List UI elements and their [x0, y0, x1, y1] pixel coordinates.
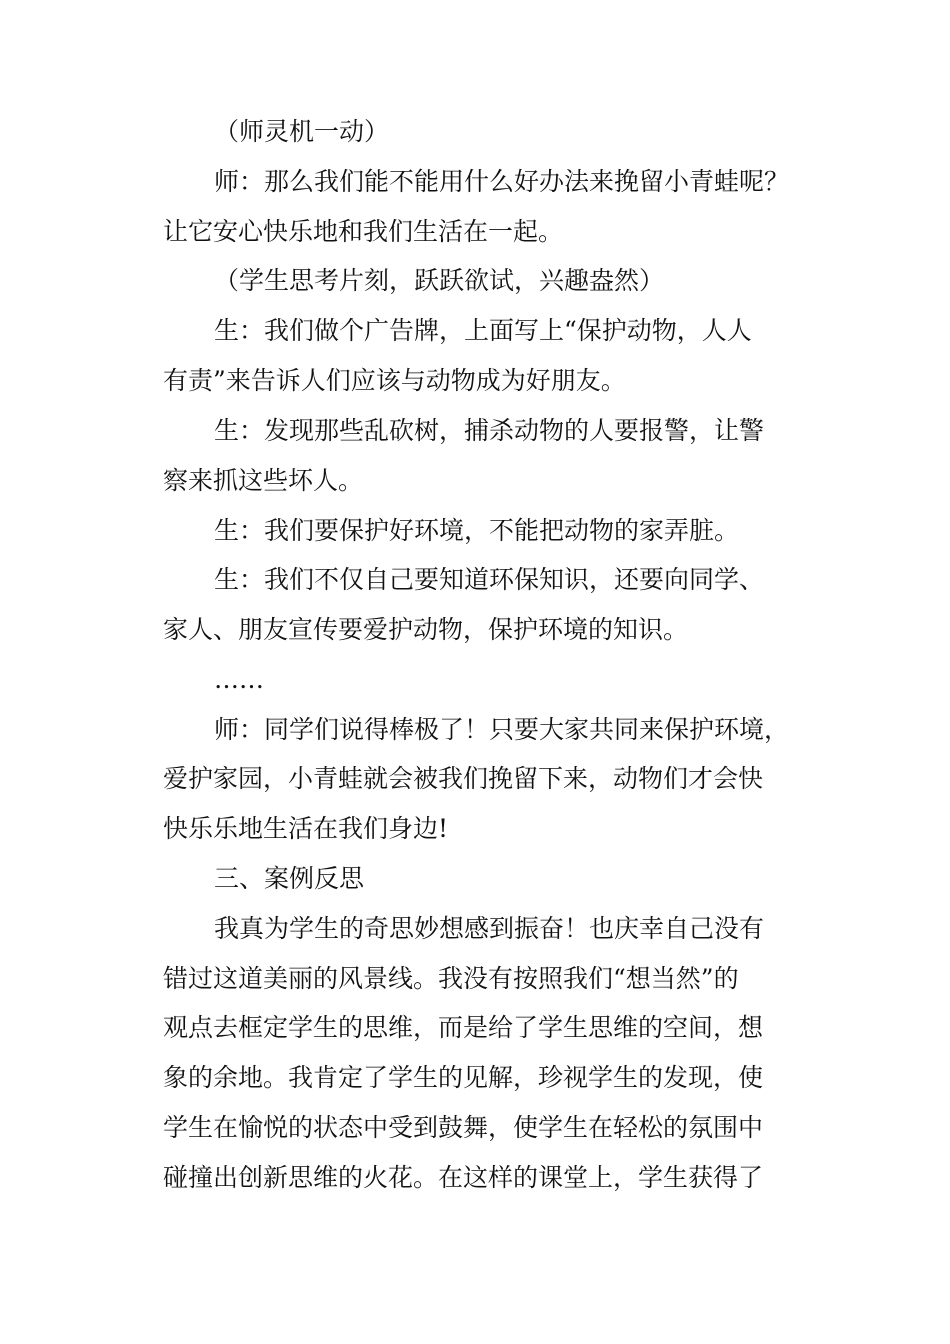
text-line: 察来抓这些坏人。 — [163, 466, 364, 495]
text-line: （师灵机一动） — [214, 117, 390, 146]
ellipsis-line: …… — [214, 665, 264, 694]
text-line: 师：那么我们能不能用什么好办法来挽留小青蛙呢？ — [214, 167, 790, 196]
text-line: 家人、朋友宣传要爱护动物，保护环境的知识。 — [163, 615, 689, 644]
text-line: 生：我们不仅自己要知道环保知识，还要向同学、 — [214, 565, 765, 594]
text-line: 碰撞出创新思维的火花。在这样的课堂上，学生获得了 — [163, 1163, 764, 1192]
text-line: 快乐乐地生活在我们身边! — [163, 814, 449, 843]
text-line: 让它安心快乐地和我们生活在一起。 — [163, 217, 564, 246]
text-line: 错过这道美丽的风景线。我没有按照我们“想当然”的 — [163, 964, 739, 993]
text-line: 生：我们做个广告牌，上面写上“保护动物，人人 — [214, 316, 752, 345]
text-line: 生：发现那些乱砍树，捕杀动物的人要报警，让警 — [214, 416, 765, 445]
text-line: 生：我们要保护好环境，不能把动物的家弄脏。 — [214, 516, 740, 545]
text-line: （学生思考片刻，跃跃欲试，兴趣盎然） — [214, 266, 665, 295]
text-line: 学生在愉悦的状态中受到鼓舞，使学生在轻松的氛围中 — [163, 1113, 764, 1142]
text-line: 象的余地。我肯定了学生的见解，珍视学生的发现，使 — [163, 1063, 764, 1092]
text-line: 有责”来告诉人们应该与动物成为好朋友。 — [163, 366, 626, 395]
text-line: 我真为学生的奇思妙想感到振奋！也庆幸自己没有 — [214, 914, 765, 943]
text-line: 爱护家园，小青蛙就会被我们挽留下来，动物们才会快 — [163, 764, 764, 793]
section-heading: 三、案例反思 — [214, 864, 365, 893]
text-line: 师：同学们说得棒极了！只要大家共同来保护环境， — [214, 715, 790, 744]
text-line: 观点去框定学生的思维，而是给了学生思维的空间，想 — [163, 1013, 764, 1042]
